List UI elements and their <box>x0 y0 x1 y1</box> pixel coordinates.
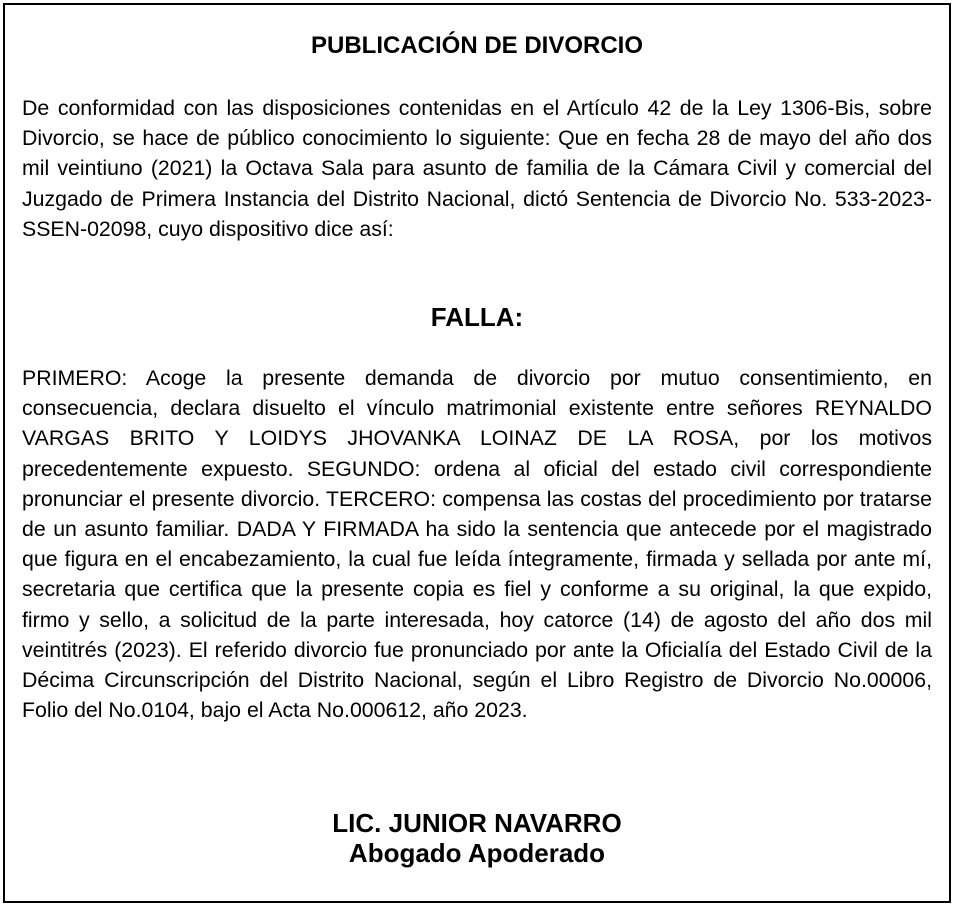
notice-content <box>22 5 932 901</box>
notice-title: PUBLICACIÓN DE DIVORCIO <box>310 32 643 59</box>
signer-role: Abogado Apoderado <box>348 838 606 868</box>
signature-block <box>22 808 932 868</box>
signer-name: LIC. JUNIOR NAVARRO <box>332 808 622 838</box>
intro-paragraph: De conformidad con las disposiciones contenidas en el Artículo 42 de la Ley 1306-Bis, sobre Divorcio, se hace de público conocimiento lo siguiente: Que en fecha 28 de mayo del año dos mil veintiuno (2021) la Octava Sala para asunto de familia de la Cámara Civil y comercial del Juzgado de Primera Instancia del Distrito Nacional, dictó Sentencia de Divorcio No. 533-2023-SSEN-02098, cuyo dispositivo dice así: <box>22 96 932 241</box>
ruling-paragraph: PRIMERO: Acoge la presente demanda de divorcio por mutuo consentimiento, en consecuencia, declara disuelto el vínculo matrimonial existente entre señores REYNALDO VARGAS BRITO Y LOIDYS JHOVANKA LOINAZ DE LA ROSA, por los motivos precedentemente expuesto. SEGUNDO: ordena al oficial del estado civil correspondiente pronunciar el presente divorcio. TERCERO: compensa las costas del procedimiento por tratarse de un asunto familiar. DADA Y FIRMADA ha sido la sentencia que antecede por el magistrado que figura en el encabezamiento, la cual fue leída íntegramente, firmada y sellada por ante mí, secretaria que certifica que la presente copia es fiel y conforme a su original, la que expido, firmo y sello, a solicitud de la parte interesada, hoy catorce (14) de agosto del año dos mil veintitrés (2023). El referido divorcio fue pronunciado por ante la Oficialía del Estado Civil de la Décima Circunscripción del Distrito Nacional, según el Libro Registro de Divorcio No.00006, Folio del No.0104, bajo el Acta No.000612, año 2023. <box>22 366 932 723</box>
ruling-heading: FALLA: <box>430 302 524 332</box>
divorce-notice <box>3 3 951 903</box>
